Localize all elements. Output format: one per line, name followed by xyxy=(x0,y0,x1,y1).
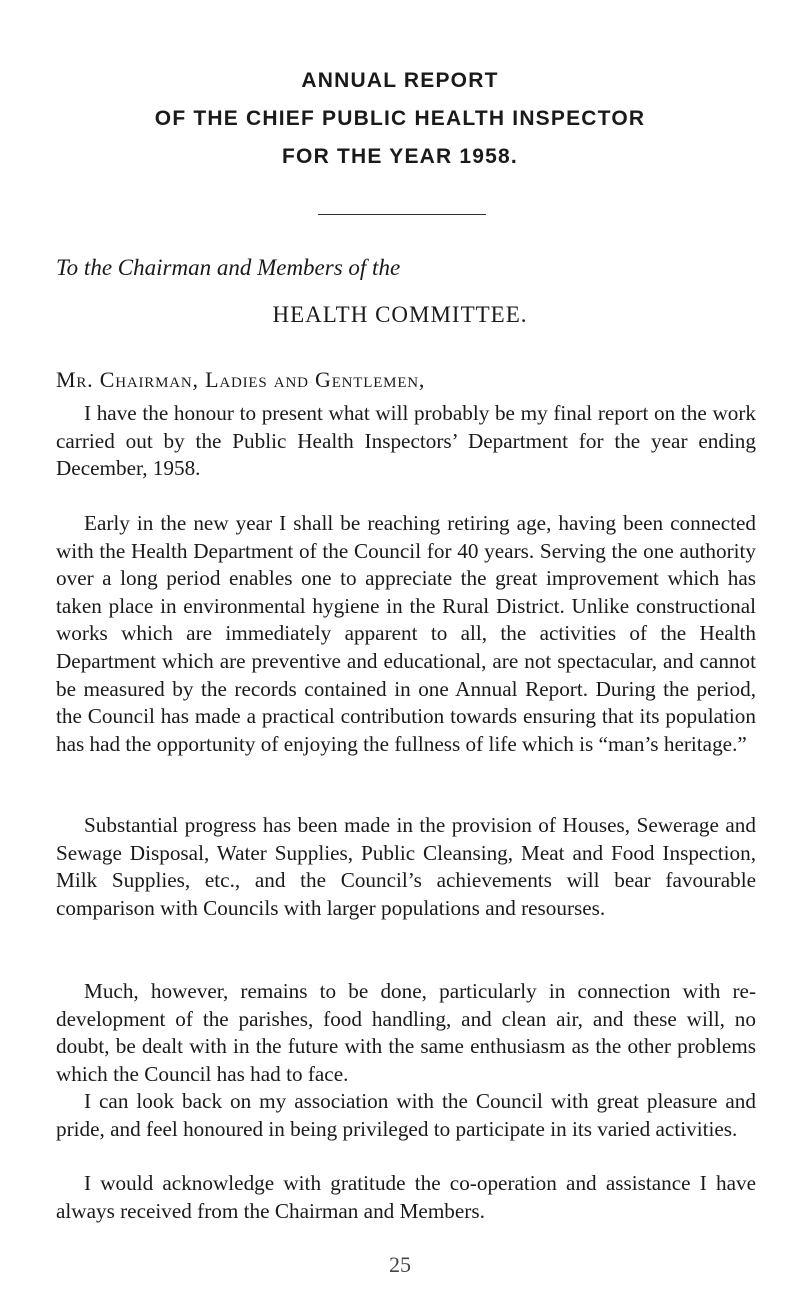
divider-rule xyxy=(318,214,486,215)
title-line-year: FOR THE YEAR 1958. xyxy=(282,145,518,168)
committee-heading: HEALTH COMMITTEE. xyxy=(272,302,528,327)
page-number: 25 xyxy=(389,1252,411,1277)
title-line-annual-report: ANNUAL REPORT xyxy=(301,69,499,92)
salutation-address: Mr. Chairman, Ladies and Gentlemen, xyxy=(56,367,426,392)
paragraph-remaining-work: Much, however, remains to be done, particularly in connection with re-development of the parishes, food handling, and clean air, and these will, no doubt, be dealt with in the future with the same enthusiasm as the other problems which the Council has had to face. xyxy=(56,979,756,1086)
title-line-inspector: OF THE CHIEF PUBLIC HEALTH INSPECTOR xyxy=(154,107,646,130)
paragraph-retirement: Early in the new year I shall be reaching retiring age, having been connected with the Health Department of the Council for 40 years. Serving the one authority over a long period enables one to appreciate the great improvement which has taken place in environmental hygiene in the Rural District. Unlike constructional works which are immediately apparent to all, the activities of the Health Department which are preventive and educational, are not spectacular, and cannot be measured by the records contained in one Annual Report. During the period, the Council has made a practical contribution towards ensuring that its population has had the opportunity of enjoying the fullness of life which is “man’s heritage.” xyxy=(56,511,756,756)
paragraph-acknowledgement: I would acknowledge with gratitude the co-operation and assistance I have always received from the Chairman and Members. xyxy=(56,1171,756,1223)
report-title xyxy=(0,62,800,176)
paragraph-final-report: I have the honour to present what will probably be my final report on the work carried out by the Public Health Inspectors’ Department for the year ending December, 1958. xyxy=(56,401,756,481)
salutation-recipient: To the Chairman and Members of the xyxy=(56,255,401,280)
paragraph-association: I can look back on my association with the Council with great pleasure and pride, and feel honoured in being privileged to participate in its varied activities. xyxy=(56,1089,756,1141)
paragraph-progress: Substantial progress has been made in the provision of Houses, Sewerage and Sewage Disposal, Water Supplies, Public Cleansing, Meat and Food Inspection, Milk Supplies, etc., and the Council’s achievements will bear favourable comparison with Councils with larger populations and resourses. xyxy=(56,813,756,920)
